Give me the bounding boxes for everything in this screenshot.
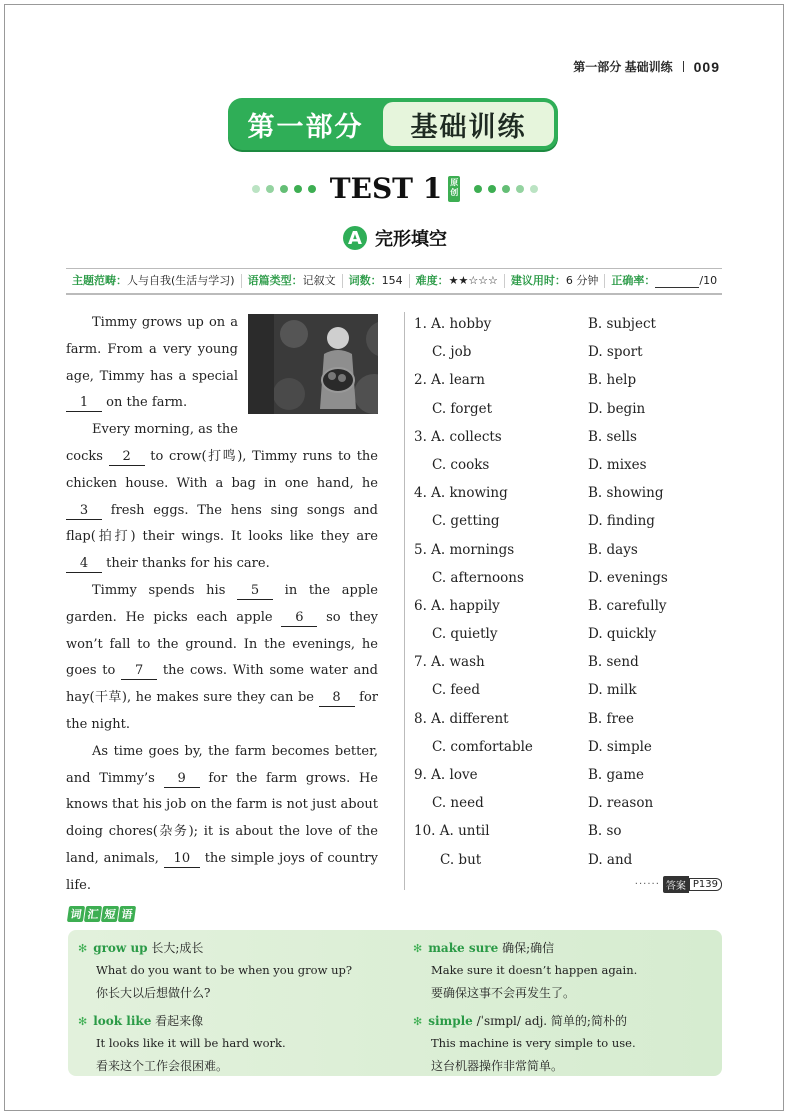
option-b[interactable]: B. so: [588, 823, 622, 840]
option-d[interactable]: D. begin: [588, 400, 646, 417]
test-title-text: TEST 1: [329, 172, 443, 205]
option-b[interactable]: B. showing: [588, 485, 664, 502]
option-a[interactable]: 4. A. knowing: [414, 485, 508, 502]
option-c[interactable]: C. need: [432, 795, 484, 812]
header-divider: [683, 61, 684, 72]
option-c[interactable]: C. feed: [432, 682, 481, 699]
blank-7[interactable]: 7: [121, 663, 157, 680]
vocab-left-column: [78, 938, 398, 1084]
question-row: [414, 620, 734, 648]
header-section: 第一部分 基础训练: [573, 60, 673, 74]
option-d[interactable]: D. and: [588, 851, 633, 868]
text-type-info: 语篇类型：记叙文: [242, 274, 343, 288]
question-row: [414, 423, 734, 451]
option-b[interactable]: B. free: [588, 710, 634, 727]
vocab-entry: ✻ simple /ˈsɪmpl/ adj. 简单的;简朴的 This machine is very simple to use. 这台机器操作非常简单。: [413, 1014, 636, 1073]
vocab-entry: ✻ look like 看起来像 It looks like it will be hard work. 看来这个工作会很困难。: [78, 1014, 286, 1073]
vocab-right-column: [413, 938, 713, 1084]
difficulty-info: 难度：★★☆☆☆: [410, 274, 505, 288]
blank-2[interactable]: 2: [109, 449, 145, 466]
question-row: [414, 395, 734, 423]
options-list: [414, 310, 734, 874]
option-d[interactable]: D. evenings: [588, 569, 668, 586]
vocab-entry: ✻ grow up 长大;成长 What do you want to be when you grow up? 你长大以后想做什么?: [78, 941, 353, 1000]
blank-9[interactable]: 9: [164, 771, 200, 788]
question-row: [414, 705, 734, 733]
option-c[interactable]: C. comfortable: [432, 738, 533, 755]
accuracy-info: 正确率： /10: [611, 274, 718, 287]
word-count-info: 词数：154: [343, 274, 410, 288]
blank-5[interactable]: 5: [237, 583, 273, 600]
option-a[interactable]: 10. A. until: [414, 823, 490, 840]
question-row: [414, 761, 734, 789]
section-title: 完形填空: [375, 229, 447, 250]
banner-title: 基础训练: [383, 102, 554, 146]
info-bar: [66, 268, 722, 295]
option-d[interactable]: D. sport: [588, 344, 643, 361]
option-a[interactable]: 2. A. learn: [414, 372, 486, 389]
option-d[interactable]: D. mixes: [588, 456, 647, 473]
section-letter-icon: A: [343, 226, 367, 250]
right-dots-decoration: [474, 185, 538, 193]
question-row: [414, 789, 734, 817]
answer-page[interactable]: P139: [689, 878, 722, 891]
page-number: 009: [693, 58, 720, 75]
test-title: [330, 172, 460, 205]
option-b[interactable]: B. send: [588, 654, 639, 671]
option-b[interactable]: B. help: [588, 372, 637, 389]
question-row: [414, 451, 734, 479]
answer-label: 答案: [663, 876, 689, 893]
running-header: [573, 58, 720, 75]
column-divider: [404, 312, 405, 890]
question-row: [414, 536, 734, 564]
question-row: [414, 507, 734, 535]
option-a[interactable]: 6. A. happily: [414, 597, 500, 614]
option-d[interactable]: D. simple: [588, 738, 652, 755]
left-dots-decoration: [252, 185, 316, 193]
question-row: [414, 592, 734, 620]
option-d[interactable]: D. finding: [588, 513, 655, 530]
option-b[interactable]: B. days: [588, 541, 638, 558]
option-b[interactable]: B. subject: [588, 316, 656, 332]
part-banner: [228, 98, 558, 150]
question-row: [414, 676, 734, 704]
cloze-passage: [66, 310, 378, 900]
section-heading: [343, 225, 447, 251]
option-c[interactable]: C. quietly: [432, 626, 498, 643]
vocab-title: 词 汇 短 语: [68, 906, 135, 922]
test-title-row: [0, 172, 790, 205]
option-a[interactable]: 5. A. mornings: [414, 541, 515, 558]
blank-3[interactable]: 3: [66, 503, 102, 520]
question-row: [414, 310, 734, 338]
option-a[interactable]: 3. A. collects: [414, 428, 502, 445]
option-c[interactable]: C. forget: [432, 400, 493, 417]
star-icon: ✻: [78, 1015, 88, 1028]
boy-with-basket-photo: [248, 314, 378, 414]
vocab-entry: ✻ make sure 确保;确信 Make sure it doesn’t happen again. 要确保这事不会再发生了。: [413, 941, 638, 1000]
theme-info: 主题范畴：人与自我(生活与学习): [66, 274, 242, 288]
star-icon: ✻: [413, 1015, 423, 1028]
blank-4[interactable]: 4: [66, 556, 102, 573]
option-a[interactable]: 8. A. different: [414, 710, 509, 727]
question-row: [414, 648, 734, 676]
paragraph-1: Timmy grows up on a farm. From a very young age, Timmy has a special 1 on the farm.: [66, 310, 378, 417]
question-row: [414, 366, 734, 394]
question-row: [414, 846, 734, 874]
banner-part: 第一部分: [247, 111, 364, 143]
answer-reference: [635, 876, 722, 893]
time-info: 建议用时：6 分钟: [505, 274, 606, 288]
paragraph-2: Every morning, as the cocks 2 to crow(打鸣), Timmy runs to the chicken house. With a bag in one hand, he 3 fresh eggs. The hens sing songs and flap(拍打) their wings. It looks like they are 4 their thanks for his care.: [66, 422, 378, 572]
option-c[interactable]: C. but: [440, 851, 482, 868]
question-row: [414, 817, 734, 845]
option-b[interactable]: B. sells: [588, 428, 637, 445]
option-a[interactable]: 1. A. hobby: [414, 316, 492, 332]
question-row: [414, 338, 734, 366]
blank-1[interactable]: 1: [66, 395, 102, 412]
question-row: [414, 733, 734, 761]
star-icon: ✻: [78, 942, 88, 955]
option-a[interactable]: 7. A. wash: [414, 654, 485, 671]
original-badge: 原创: [448, 176, 460, 202]
star-icon: ✻: [413, 942, 423, 955]
option-b[interactable]: B. carefully: [588, 597, 667, 614]
blank-6[interactable]: 6: [281, 610, 317, 627]
vocab-box: [68, 930, 722, 1076]
question-row: [414, 564, 734, 592]
option-d[interactable]: D. quickly: [588, 626, 657, 643]
option-c[interactable]: C. afternoons: [432, 569, 524, 586]
paragraph-4: As time goes by, the farm becomes better, and Timmy’s 9 for the farm grows. He knows that his job on the farm is not just about doing chores(杂务); it is about the love of the land, animals, 10 the simple joys of country life.: [66, 743, 378, 893]
blank-8[interactable]: 8: [319, 690, 355, 707]
option-d[interactable]: D. reason: [588, 795, 654, 812]
option-c[interactable]: C. getting: [432, 513, 500, 530]
option-c[interactable]: C. cooks: [432, 456, 490, 473]
option-a[interactable]: 9. A. love: [414, 767, 478, 783]
paragraph-3: Timmy spends his 5 in the apple garden. He picks each apple 6 so they won’t fall to the ground. In the evenings, he goes to 7 the cows. With some water and hay(干草), he makes sure they can be 8 for the night.: [66, 582, 379, 732]
leader-dots: ······: [634, 879, 660, 890]
question-row: [414, 479, 734, 507]
option-b[interactable]: B. game: [588, 767, 644, 783]
blank-10[interactable]: 10: [164, 851, 200, 868]
option-d[interactable]: D. milk: [588, 682, 637, 699]
option-c[interactable]: C. job: [432, 344, 472, 361]
